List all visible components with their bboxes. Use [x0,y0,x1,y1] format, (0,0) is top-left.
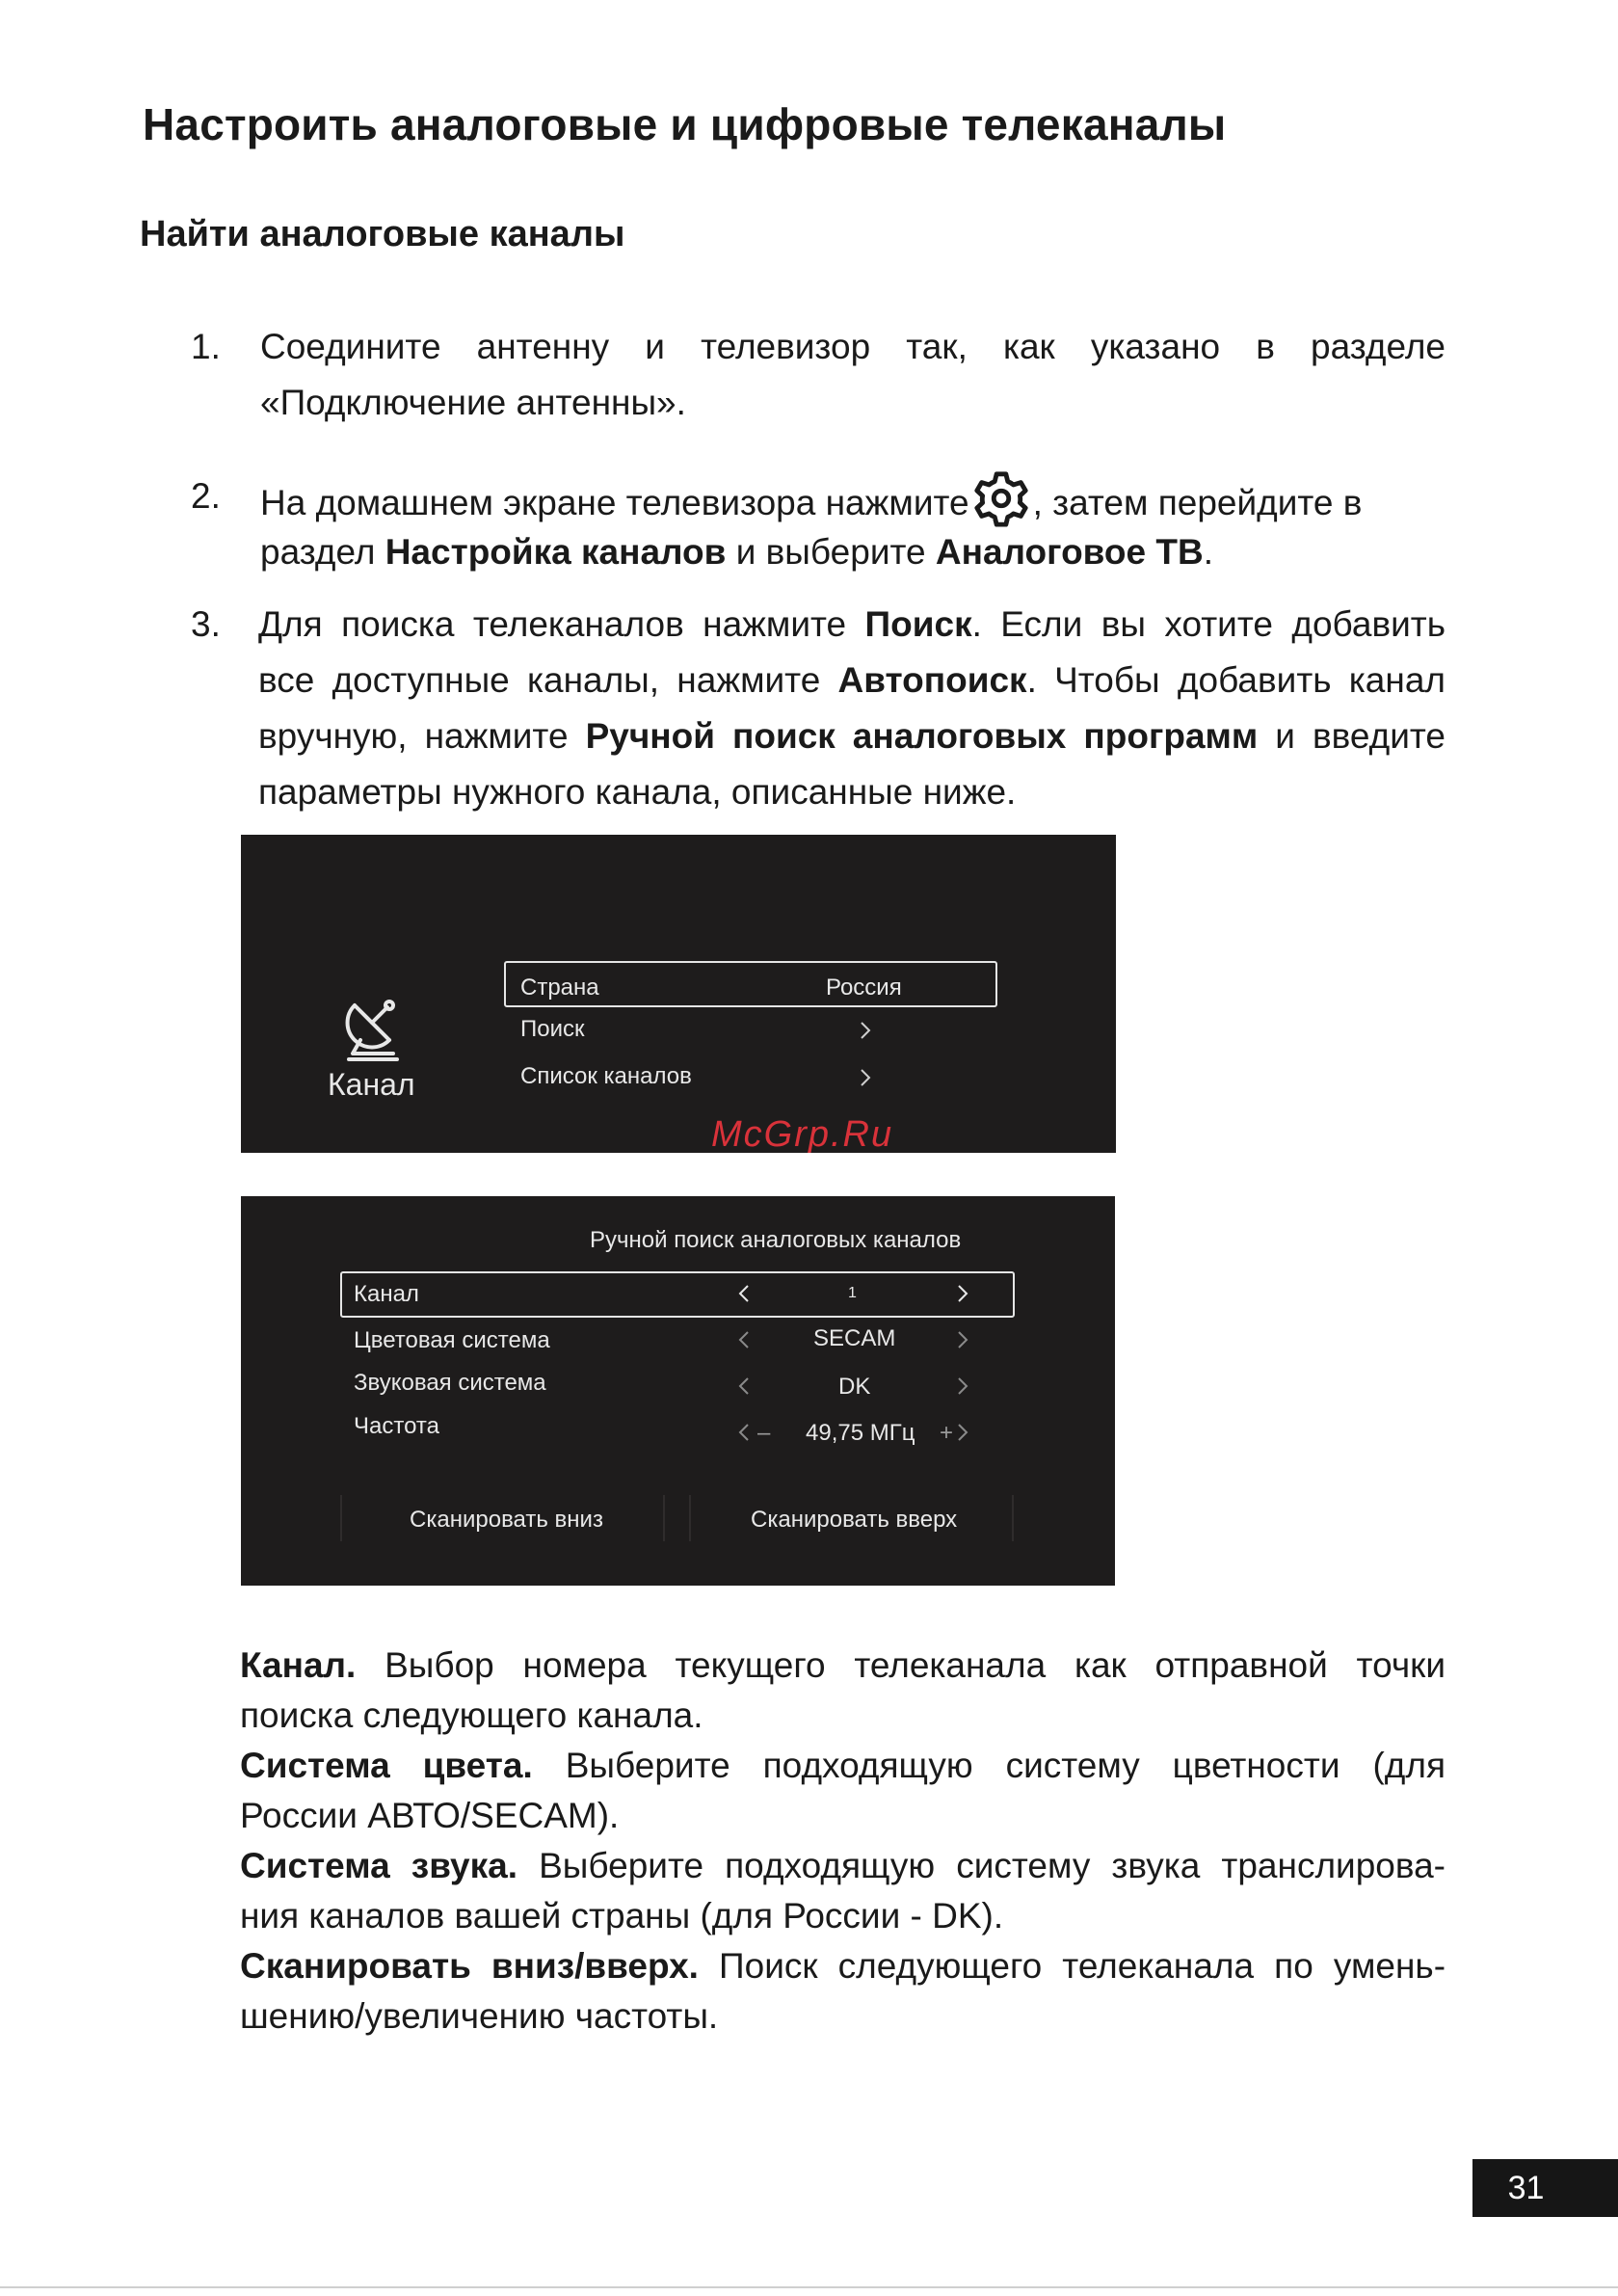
step-text-line: параметры нужного канала, описанные ниже. [258,772,1017,812]
scan-down-button[interactable]: Сканировать вниз [410,1507,603,1533]
frequency-value: 49,75 МГц [806,1420,915,1446]
description-term: Сканировать вниз/вверх. [240,1946,699,1986]
description-line: Сканировать вниз/вверх. Поиск следующего телеканала по умень- [240,1946,1446,1986]
description-line: поиска следующего канала. [240,1695,703,1735]
setting-label-color-system: Цветовая система [354,1327,550,1353]
chevron-left-icon[interactable] [737,1329,751,1350]
description-term: Канал. [240,1645,357,1685]
step-number: 1. [191,327,221,366]
step-text-line: раздел Настройка каналов и выберите Аналоговое ТВ. [260,532,1213,572]
step-text-line: все доступные каналы, нажмите Автопоиск. Чтобы добавить канал [258,660,1446,700]
step-text-line [260,468,1362,531]
color-system-value: SECAM [813,1325,896,1351]
description-line: Канал. Выбор номера текущего телеканала как отправной точки [240,1645,1446,1685]
description-term: Система цвета. [240,1746,533,1785]
country-value: Россия [826,974,902,1001]
step-text: На домашнем экране телевизора нажмите [260,483,969,522]
chevron-right-icon [859,1020,872,1041]
step-number: 3. [191,604,221,644]
chevron-right-icon[interactable] [956,1422,969,1443]
description-line: Система цвета. Выберите подходящую систему цветности (для [240,1746,1446,1785]
divider [1012,1495,1014,1541]
chevron-left-icon[interactable] [737,1375,751,1397]
divider [663,1495,665,1541]
sound-system-value: DK [838,1374,871,1400]
chevron-right-icon[interactable] [956,1329,969,1350]
minus-icon[interactable]: – [757,1420,771,1446]
chevron-left-icon[interactable] [737,1283,751,1304]
plus-icon[interactable]: + [940,1420,954,1446]
step-number: 2. [191,476,221,516]
menu-path-bold: Настройка каналов [385,532,727,572]
section-label: Канал [328,1067,415,1102]
dialog-title: Ручной поиск аналоговых каналов [590,1227,962,1253]
gear-icon [971,468,1031,528]
divider [340,1495,342,1541]
page-bottom-rule [0,2286,1618,2288]
menu-item-country[interactable]: Страна [520,974,599,1001]
menu-path-bold: Аналоговое ТВ [935,532,1204,572]
page-number: 31 [1507,2170,1545,2206]
watermark: McGrp.Ru [711,1114,894,1153]
chevron-left-icon[interactable] [737,1422,751,1443]
setting-label-channel: Канал [354,1281,419,1307]
chevron-right-icon[interactable] [956,1375,969,1397]
description-line: Система звука. Выберите подходящую систему звука транслирова- [240,1846,1446,1885]
description-line: России АВТО/SECAM). [240,1796,620,1835]
chevron-right-icon [859,1067,872,1088]
divider [689,1495,691,1541]
tv-settings-screenshot [241,835,1116,1153]
menu-item-channel-list[interactable]: Список каналов [520,1063,692,1089]
step-text-line: Для поиска телеканалов нажмите Поиск. Если вы хотите добавить [258,604,1446,644]
scan-up-button[interactable]: Сканировать вверх [751,1507,958,1533]
selected-row-highlight [340,1271,1015,1318]
step-text: , затем перейдите в [1032,483,1363,522]
menu-item-search[interactable]: Поиск [520,1016,585,1042]
manual-search-screenshot [241,1196,1115,1586]
channel-value: 1 [848,1285,857,1301]
step-text-line: Соедините антенну и телевизор так, как указано в разделе [260,327,1446,366]
description-line: ния каналов вашей страны (для России - DK). [240,1896,1004,1936]
step-text-line: вручную, нажмите Ручной поиск аналоговых программ и введите [258,716,1446,756]
chevron-right-icon[interactable] [956,1283,969,1304]
description-term: Система звука. [240,1846,517,1885]
satellite-dish-icon [339,992,407,1065]
setting-label-sound-system: Звуковая система [354,1370,546,1396]
page-number-badge [1472,2159,1618,2217]
page-title: Настроить аналоговые и цифровые телеканалы [143,99,1227,149]
step-text-line: «Подключение антенны». [260,383,686,422]
setting-label-frequency: Частота [354,1413,439,1439]
section-title: Найти аналоговые каналы [140,214,625,254]
description-line: шению/увеличению частоты. [240,1996,719,2036]
